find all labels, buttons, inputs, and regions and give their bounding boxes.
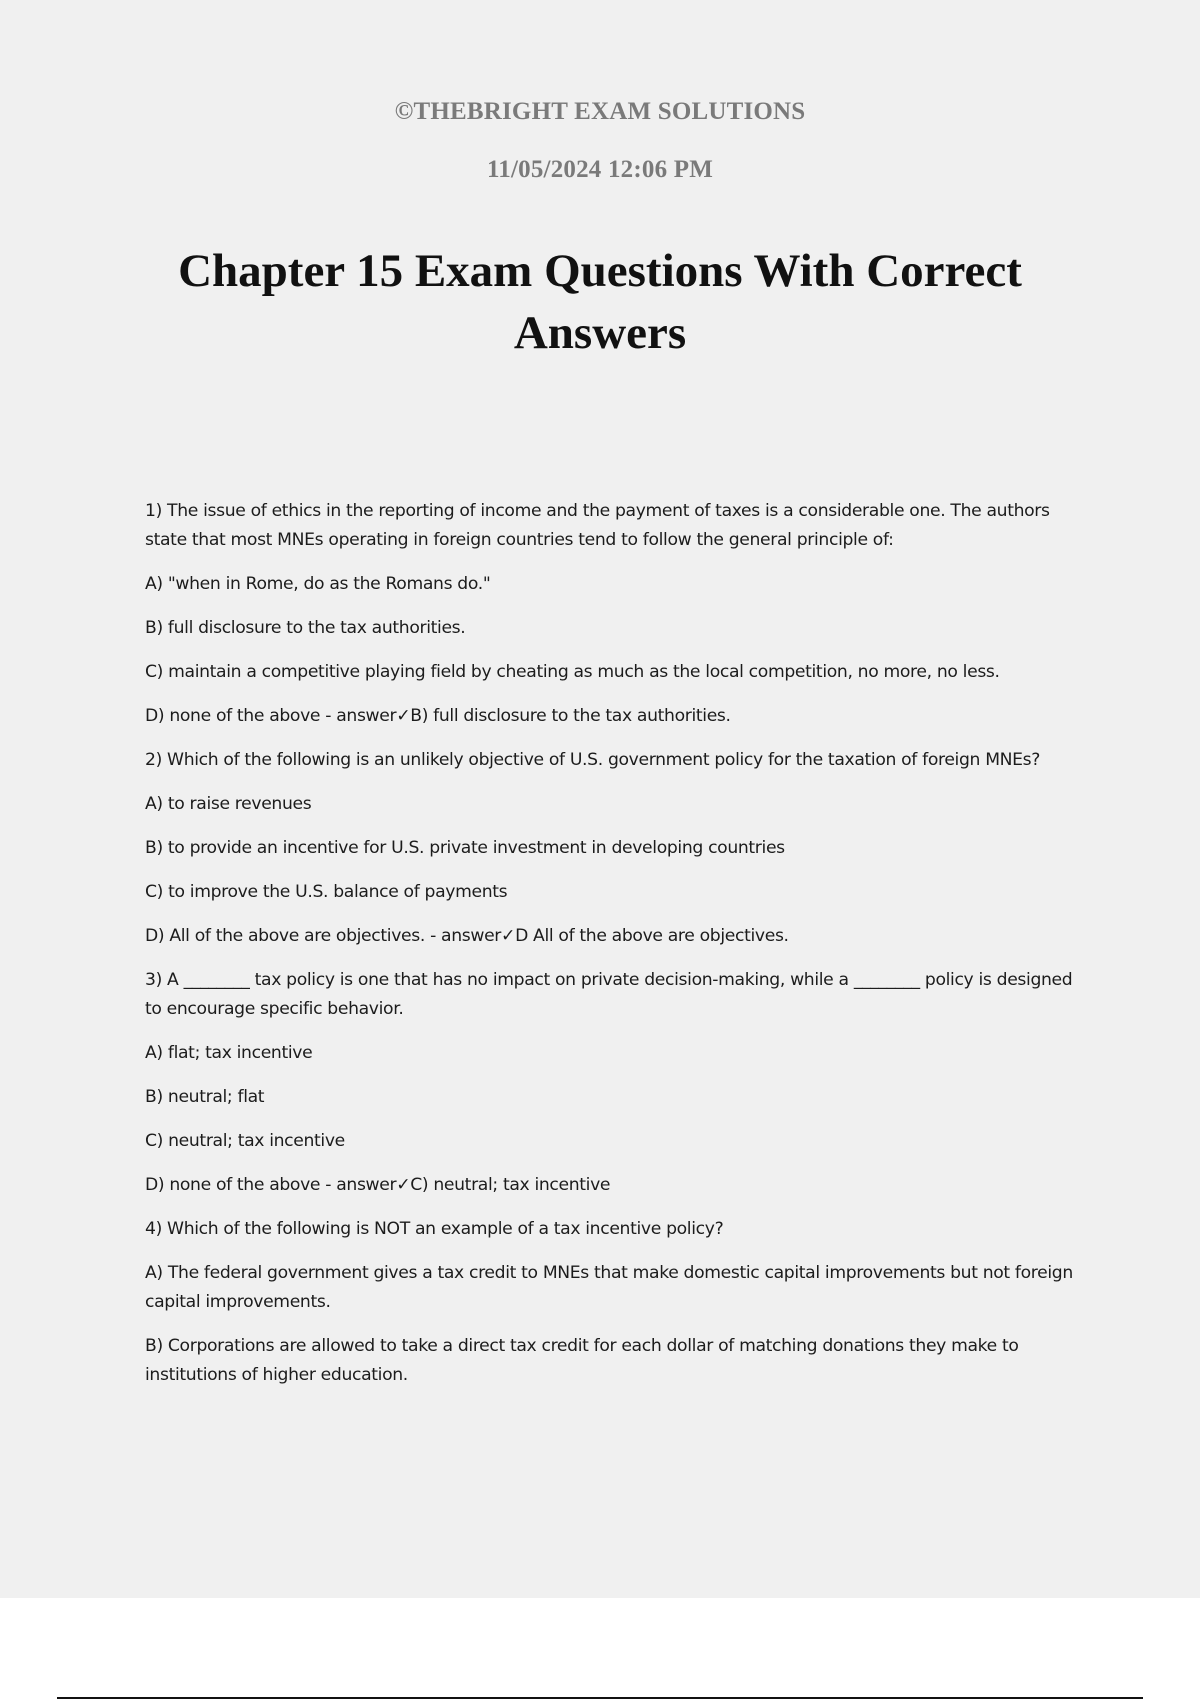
question-stem: 2) Which of the following is an unlikely objective of U.S. government policy for the taxation of foreign MNEs? bbox=[145, 750, 1041, 770]
organization-header: ©THEBRIGHT EXAM SOLUTIONS bbox=[394, 98, 806, 125]
question-list bbox=[145, 497, 1085, 1405]
question-1 bbox=[145, 497, 1085, 731]
question-stem: 3) A ________ tax policy is one that has no impact on private decision-making, while a ________ policy is designed to encourage specific behavior. bbox=[145, 970, 1073, 1019]
answer-option-with-key: D) All of the above are objectives. - answer✓D All of the above are objectives. bbox=[145, 926, 789, 946]
answer-option: A) flat; tax incentive bbox=[145, 1043, 313, 1063]
answer-option-with-key: D) none of the above - answer✓B) full disclosure to the tax authorities. bbox=[145, 706, 731, 726]
answer-option: B) full disclosure to the tax authorities. bbox=[145, 618, 466, 638]
document-title: Chapter 15 Exam Questions With Correct Answers bbox=[178, 245, 1022, 359]
answer-option: C) neutral; tax incentive bbox=[145, 1131, 345, 1151]
answer-option: C) maintain a competitive playing field by cheating as much as the local competition, no more, no less. bbox=[145, 662, 1000, 682]
answer-option: A) to raise revenues bbox=[145, 794, 312, 814]
answer-option: A) "when in Rome, do as the Romans do." bbox=[145, 574, 491, 594]
question-4 bbox=[145, 1215, 1085, 1390]
answer-option: C) to improve the U.S. balance of payments bbox=[145, 882, 508, 902]
answer-option: A) The federal government gives a tax credit to MNEs that make domestic capital improvements but not foreign capital improvements. bbox=[145, 1263, 1073, 1312]
question-3 bbox=[145, 966, 1085, 1200]
answer-option: B) Corporations are allowed to take a direct tax credit for each dollar of matching donations they make to institutions of higher education. bbox=[145, 1336, 1019, 1385]
answer-option: B) to provide an incentive for U.S. private investment in developing countries bbox=[145, 838, 785, 858]
question-2 bbox=[145, 746, 1085, 951]
footer-rule bbox=[57, 1697, 1143, 1699]
date-header: 11/05/2024 12:06 PM bbox=[486, 156, 713, 183]
question-stem: 1) The issue of ethics in the reporting of income and the payment of taxes is a considerable one. The authors state that most MNEs operating in foreign countries tend to follow the general principle of: bbox=[145, 501, 1050, 550]
answer-option-with-key: D) none of the above - answer✓C) neutral; tax incentive bbox=[145, 1175, 611, 1195]
answer-option: B) neutral; flat bbox=[145, 1087, 265, 1107]
question-stem: 4) Which of the following is NOT an example of a tax incentive policy? bbox=[145, 1219, 724, 1239]
